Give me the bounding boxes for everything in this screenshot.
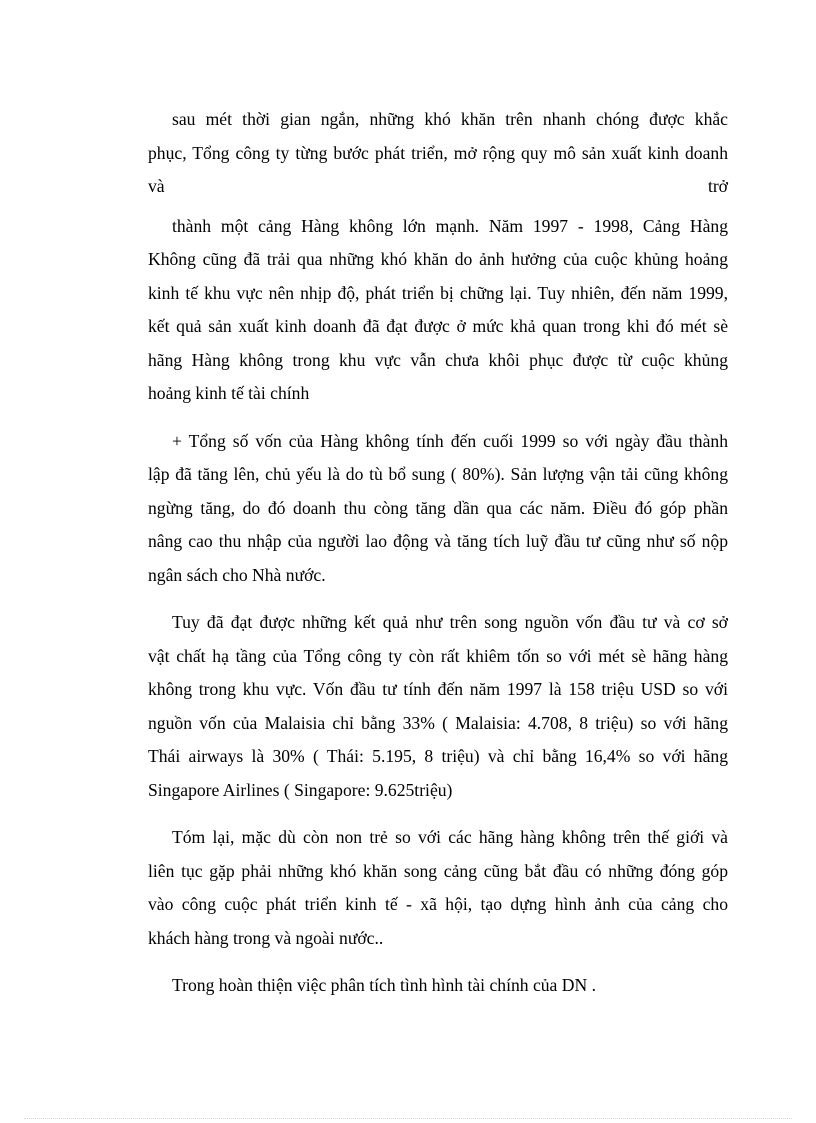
text-line: hoảng kinh tế tài chính [148,383,310,403]
text-line: Tuy đã đạt được những kết quả như trên song nguồn vốn đầu tư và cơ sở [172,612,728,632]
document-body [148,103,728,1003]
text-line: ngân sách cho Nhà nước. [148,564,326,585]
text-line: vật chất hạ tầng của Tổng công ty còn rất khiêm tốn so với mét sè hãng hàng [148,645,728,666]
text-line: Tóm lại, mặc dù còn non trẻ so với các hãng hàng không trên thế giới và [172,827,728,847]
paragraph [148,103,728,411]
text-line: kết quả sản xuất kinh doanh đã đạt được ở mức khả quan trong khi đó mét sè [148,316,728,336]
paragraph [148,425,728,593]
paragraph [160,969,728,1003]
paragraph [148,606,728,807]
text-line: Singapore Airlines ( Singapore: 9.625triệu) [148,779,453,800]
text-line: Thái airways là 30% ( Thái: 5.195, 8 triệu) và chỉ bằng 16,4% so với hãng [148,746,728,766]
text-line: Không cũng đã trải qua những khó khăn do ảnh hưởng của cuộc khủng hoảng [148,249,728,269]
text-line: + Tổng số vốn của Hàng không tính đến cuối 1999 so với ngày đầu thành [172,430,728,451]
text-line: kinh tế khu vực nên nhịp độ, phát triển bị chững lại. Tuy nhiên, đến năm 1999, [148,282,728,303]
text-line: sau mét thời gian ngắn, những khó khăn trên nhanh chóng được khắc [172,109,728,129]
text-line: Trong hoàn thiện việc phân tích tình hình tài chính của DN . [172,975,596,995]
text-fragment: trở [707,176,728,196]
text-line: nâng cao thu nhập của người lao động và tăng tích luỹ đầu tư cũng như số nộp [148,531,728,551]
paragraph [148,821,728,955]
page-bottom-divider [24,1118,792,1119]
text-line: ngừng tăng, do đó doanh thu còng tăng dần qua các năm. Điều đó góp phần [148,497,728,518]
text-line: thành một cảng Hàng không lớn mạnh. Năm 1997 - 1998, Cảng Hàng [172,215,728,236]
text-line: lập đã tăng lên, chủ yếu là do tù bổ sung ( 80%). Sản lượng vận tải cũng không [148,464,728,484]
text-fragment: và [148,176,165,196]
text-line: hãng Hàng không trong khu vực vẫn chưa khôi phục được từ cuộc khủng [148,349,728,370]
text-line: liên tục gặp phải những khó khăn song cảng cũng bắt đầu có những đóng góp [148,860,728,881]
text-line: không trong khu vực. Vốn đầu tư tính đến năm 1997 là 158 triệu USD so với [148,679,728,699]
text-line [148,170,728,204]
text-line: khách hàng trong và ngoài nước.. [148,927,384,948]
text-line: vào công cuộc phát triển kinh tế - xã hội, tạo dựng hình ảnh của cảng cho [148,894,728,914]
text-line: phục, Tổng công ty từng bước phát triển, mở rộng quy mô sản xuất kinh doanh [148,142,728,163]
text-line: nguồn vốn của Malaisia chỉ bằng 33% ( Malaisia: 4.708, 8 triệu) so với hãng [148,712,728,733]
